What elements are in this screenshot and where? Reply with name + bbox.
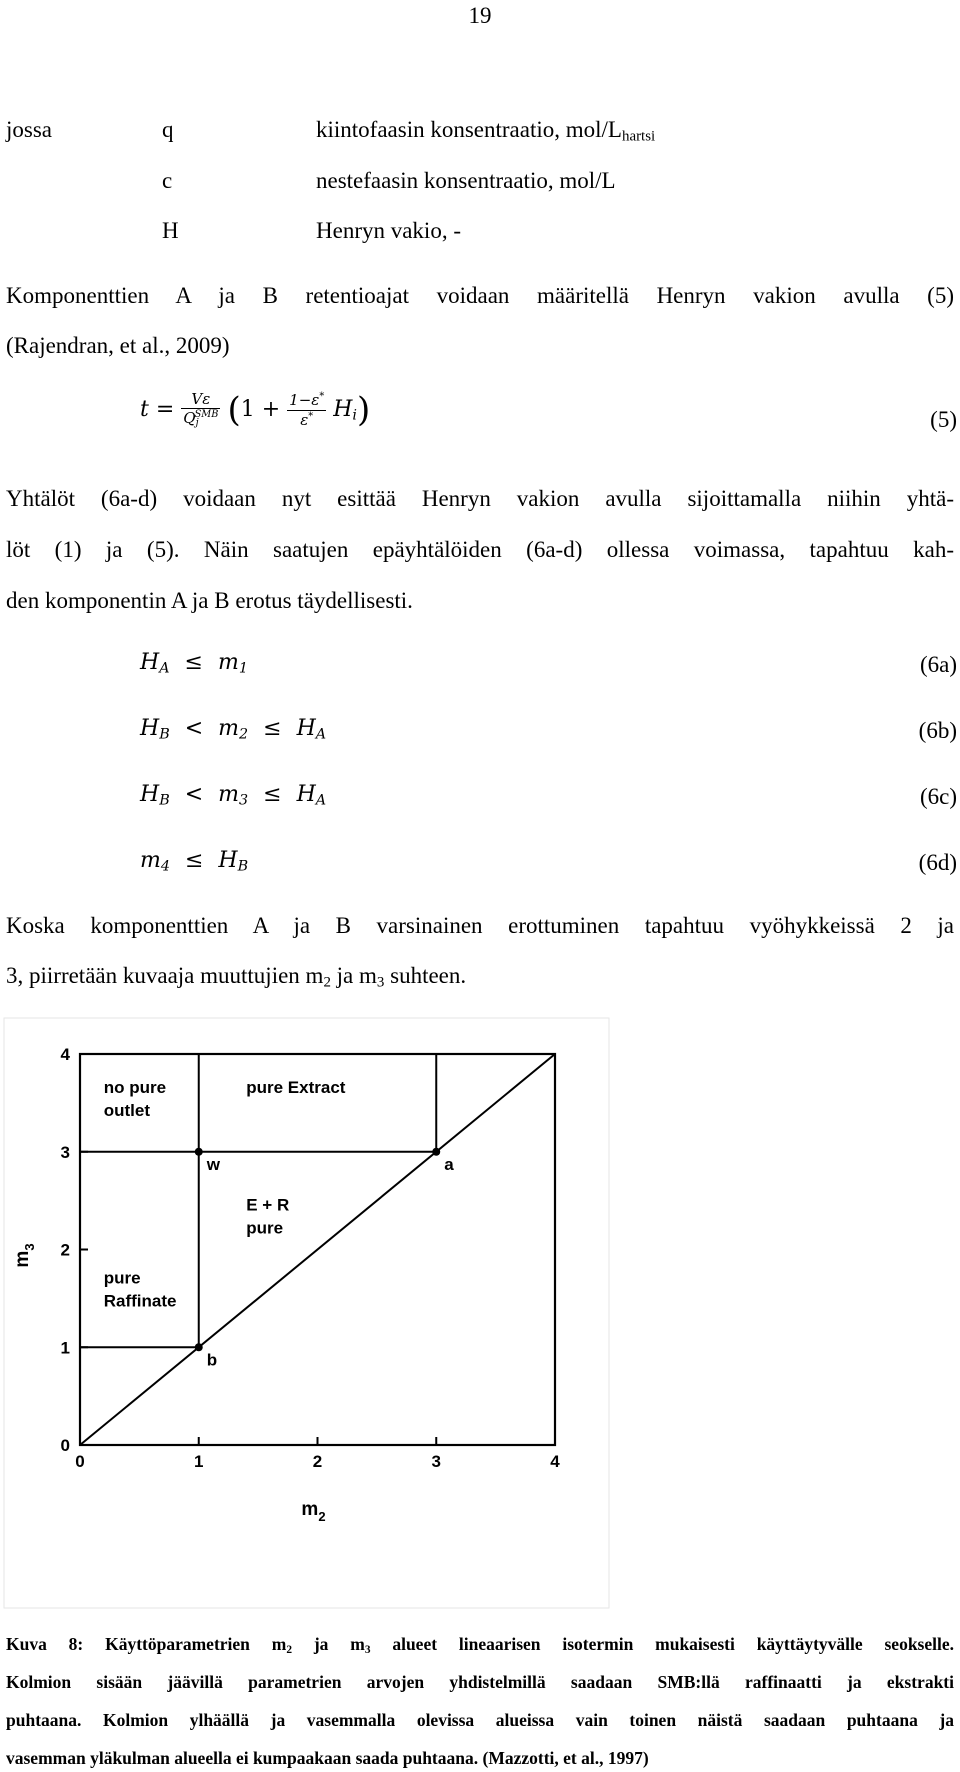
x-axis-label-subscript: 2 bbox=[318, 1509, 326, 1524]
point-b-marker bbox=[195, 1343, 203, 1351]
x-tick-label: 0 bbox=[75, 1452, 85, 1471]
y-axis-label-subscript: 3 bbox=[22, 1243, 37, 1251]
y-tick-label: 4 bbox=[60, 1045, 70, 1064]
definitions-lead: jossa bbox=[6, 117, 52, 142]
equation-5: t = $\frac{V\varepsilon}{Q_j^{SMB}}$ (1 + $\frac{1-\varepsilon^*}{\varepsilon^*}$ $H_i$) bbox=[140, 390, 371, 430]
inequality-6c: $H_B < m_3 \le H_A$ bbox=[140, 782, 327, 809]
operating-parameter-diagram bbox=[0, 1015, 620, 1610]
paragraph-2-line-1: Yhtälöt (6a-d) voidaan nyt esittää Henryn vakion avulla sijoittamalla niihin yhtä- bbox=[6, 486, 954, 511]
caption-line-1: Kuva 8: Käyttöparametrien $m_2$ ja $m_3$ alueet lineaarisen isotermin mukaisesti käyttäytyvälle seokselle. bbox=[6, 1634, 954, 1656]
region-label-line: pure Extract bbox=[246, 1078, 346, 1098]
definition-symbol-h: H bbox=[162, 218, 179, 243]
paragraph-2-line-3: den komponentin A ja B erotus täydellisesti. bbox=[6, 588, 413, 613]
equation-5-number: (5) bbox=[930, 407, 957, 432]
x-tick-label: 2 bbox=[312, 1452, 323, 1471]
x-tick-label: 4 bbox=[550, 1452, 560, 1471]
region-label-line: pure bbox=[246, 1218, 284, 1238]
region-label-line: outlet bbox=[103, 1101, 151, 1121]
equation-5-fraction-2: $\frac{1-\varepsilon^*}{\varepsilon^*}$ bbox=[289, 391, 325, 429]
inequality-6d-number: (6d) bbox=[918, 850, 957, 875]
region-label-line: no pure bbox=[103, 1078, 167, 1098]
caption-line-3: puhtaana. Kolmion ylhäällä ja vasemmalla olevissa alueissa vain toinen näistä saadaan puhtaana ja bbox=[6, 1710, 954, 1730]
inequality-6b-number: (6b) bbox=[918, 718, 957, 743]
caption-line-4: vasemman yläkulman alueella ei kumpaakaan saada puhtaana. (Mazzotti, et al., 1997) bbox=[6, 1748, 649, 1768]
x-tick-label: 3 bbox=[431, 1452, 441, 1471]
region-label bbox=[246, 1078, 346, 1097]
paragraph-2-line-2: löt (1) ja (5). Näin saatujen epäyhtälöiden (6a-d) ollessa voimassa, tapahtuu kah- bbox=[6, 537, 954, 562]
region-label-line: Raffinate bbox=[103, 1291, 177, 1311]
x-tick-label: 1 bbox=[194, 1452, 204, 1471]
paragraph-3-line-1: Koska komponenttien A ja B varsinainen erottuminen tapahtuu vyöhykkeissä 2 ja bbox=[6, 913, 954, 938]
paragraph-1-line-1: Komponenttien A ja B retentioajat voidaan määritellä Henryn vakion avulla (5) bbox=[6, 283, 954, 308]
y-tick-label: 3 bbox=[60, 1142, 70, 1162]
definition-text-c: nestefaasin konsentraatio, mol/L bbox=[316, 168, 616, 193]
region-label-line: pure bbox=[103, 1268, 141, 1288]
inequality-6d: $m_4 \le H_B$ bbox=[140, 848, 249, 875]
definition-text-q: kiintofaasin konsentraatio, mol/$L_{hartsi}$ bbox=[316, 117, 656, 145]
inequality-6a-number: (6a) bbox=[919, 652, 957, 677]
inequality-6a: $H_A \le m_1$ bbox=[140, 650, 248, 677]
y-tick-label: 0 bbox=[60, 1436, 70, 1455]
inequality-6c-number: (6c) bbox=[919, 784, 957, 809]
point-w-label: w bbox=[206, 1154, 220, 1174]
caption-line-2: Kolmion sisään jäävillä parametrien arvojen yhdistelmillä saadaan SMB:llä raffinaatti ja ekstrakti bbox=[6, 1672, 954, 1692]
y-tick-label: 1 bbox=[60, 1338, 70, 1358]
point-a-label: a bbox=[444, 1154, 454, 1174]
equation-5-fraction-1: $\frac{V\varepsilon}{Q_j^{SMB}}$ bbox=[183, 390, 219, 429]
paragraph-3-line-2: 3, piirretään kuvaaja muuttujien $m_2$ ja $m_3$ suhteen. bbox=[6, 963, 467, 991]
definition-symbol-q: q bbox=[162, 117, 174, 142]
definition-symbol-c: c bbox=[162, 168, 173, 193]
page-number: 19 bbox=[468, 3, 492, 28]
y-tick-label: 2 bbox=[60, 1240, 70, 1260]
paragraph-1-line-2: (Rajendran, et al., 2009) bbox=[6, 333, 230, 358]
point-a-marker bbox=[432, 1148, 440, 1156]
point-w-marker bbox=[195, 1148, 203, 1156]
inequality-6b: $H_B < m_2 \le H_A$ bbox=[140, 716, 327, 743]
region-label-line: E + R bbox=[246, 1195, 290, 1215]
x-axis-label: $m_2$ bbox=[301, 1499, 326, 1524]
definition-text-h: Henryn vakio, - bbox=[316, 218, 461, 243]
point-b-label: b bbox=[206, 1350, 218, 1370]
y-axis-label: $m_3$ bbox=[12, 1243, 37, 1268]
